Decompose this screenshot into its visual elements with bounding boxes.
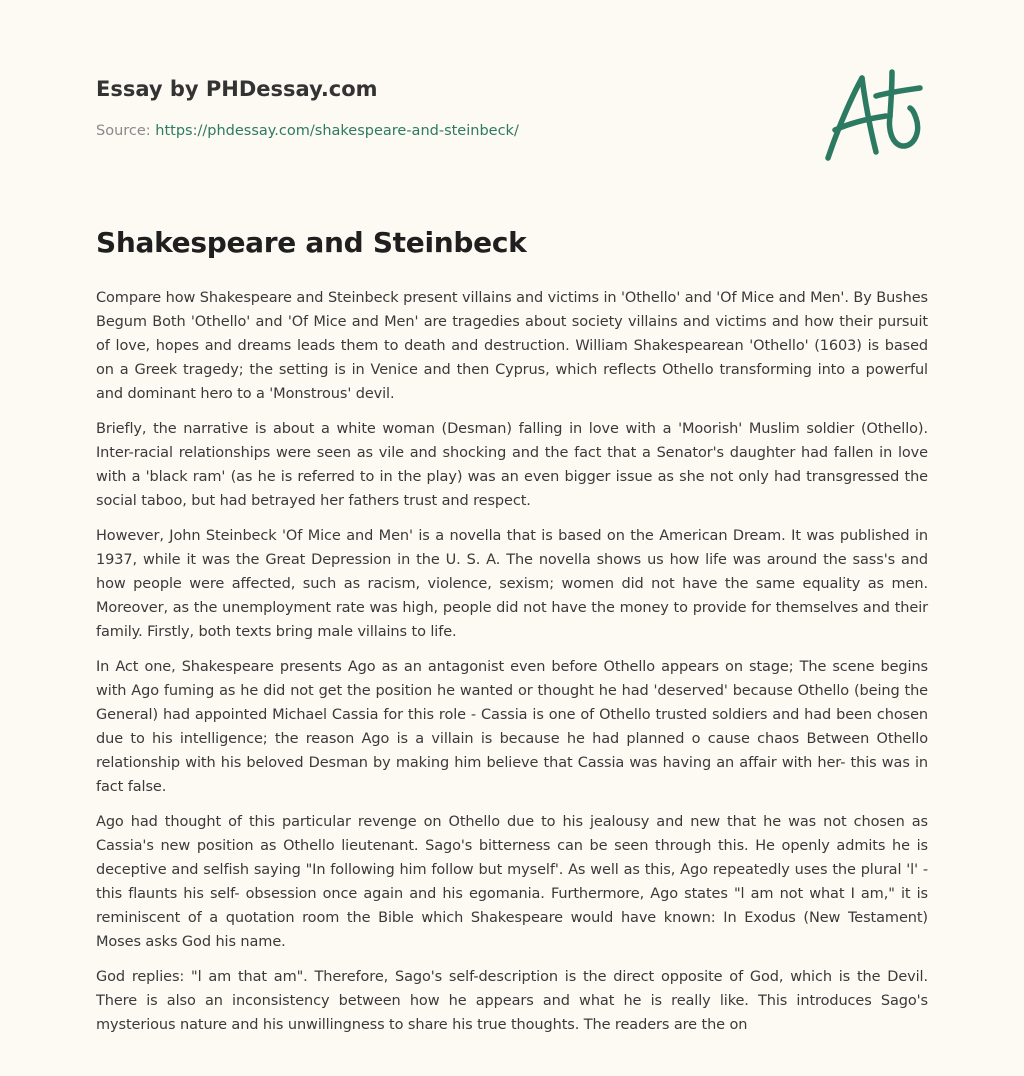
a-plus-logo-icon [818,66,930,166]
essay-paragraph: Briefly, the narrative is about a white woman (Desman) falling in love with a 'Moorish' Muslim soldier (Othello). Inter-racial relationships were seen as vile and shocking and the fact that a Senator's daughter had fallen in love with a 'black ram' (as he is referred to in the play) was an even bigger issue as she not only had transgressed the social taboo, but had betrayed her fathers trust and respect. [96,421,928,509]
essay-paragraph: Ago had thought of this particular revenge on Othello due to his jealousy and new that he was not chosen as Cassia's new position as Othello lieutenant. Sago's bitterness can be seen through this. He openly admits he is deceptive and selfish saying "In following him follow but myself'. As well as this, Ago repeatedly uses the plural 'l' - this flaunts his self- obsession once again and his egomania. Furthermore, Ago states "l am not what I am," it is reminiscent of a quotation room the Bible which Shakespeare would have known: In Exodus (New Testament) Moses asks God his name. [96,814,928,950]
source-label: Source: [96,123,156,139]
essay-title: Shakespeare and Steinbeck [96,226,527,259]
essay-paragraph: God replies: "l am that am". Therefore, Sago's self-description is the direct opposite of God, which is the Devil. There is also an inconsistency between how he appears and what he is really like. This introduces Sago's mysterious nature and his unwillingness to share his true thoughts. The readers are the on [96,969,928,1033]
essay-paragraph: In Act one, Shakespeare presents Ago as an antagonist even before Othello appears on stage; The scene begins with Ago fuming as he did not get the position he wanted or thought he had 'deserved' because Othello (being the General) had appointed Michael Cassia for this role - Cassia is one of Othello trusted soldiers and had been chosen due to his intelligence; the reason Ago is a villain is because he had planned o cause chaos Between Othello relationship with his beloved Desman by making him believe that Cassia was having an affair with her- this was in fact false. [96,659,928,795]
source-line [96,121,776,141]
site-brand: Essay by PHDessay.com [96,77,378,101]
source-link[interactable]: https://phdessay.com/shakespeare-and-steinbeck/ [155,123,519,139]
essay-paragraph: Compare how Shakespeare and Steinbeck present villains and victims in 'Othello' and 'Of Mice and Men'. By Bushes Begum Both 'Othello' and 'Of Mice and Men' are tragedies about society villains and victims and how their pursuit of love, hopes and dreams leads them to death and destruction. William Shakespearean 'Othello' (1603) is based on a Greek tragedy; the setting is in Venice and then Cyprus, which reflects Othello transforming into a powerful and dominant hero to a 'Monstrous' devil. [96,290,928,402]
essay-body [96,286,928,1048]
header [96,74,776,141]
essay-paragraph: However, John Steinbeck 'Of Mice and Men' is a novella that is based on the American Dream. It was published in 1937, while it was the Great Depression in the U. S. A. The novella shows us how life was around the sass's and how people were affected, such as racism, violence, sexism; women did not have the same equality as men. Moreover, as the unemployment rate was high, people did not have the money to provide for themselves and their family. Firstly, both texts bring male villains to life. [96,528,928,640]
